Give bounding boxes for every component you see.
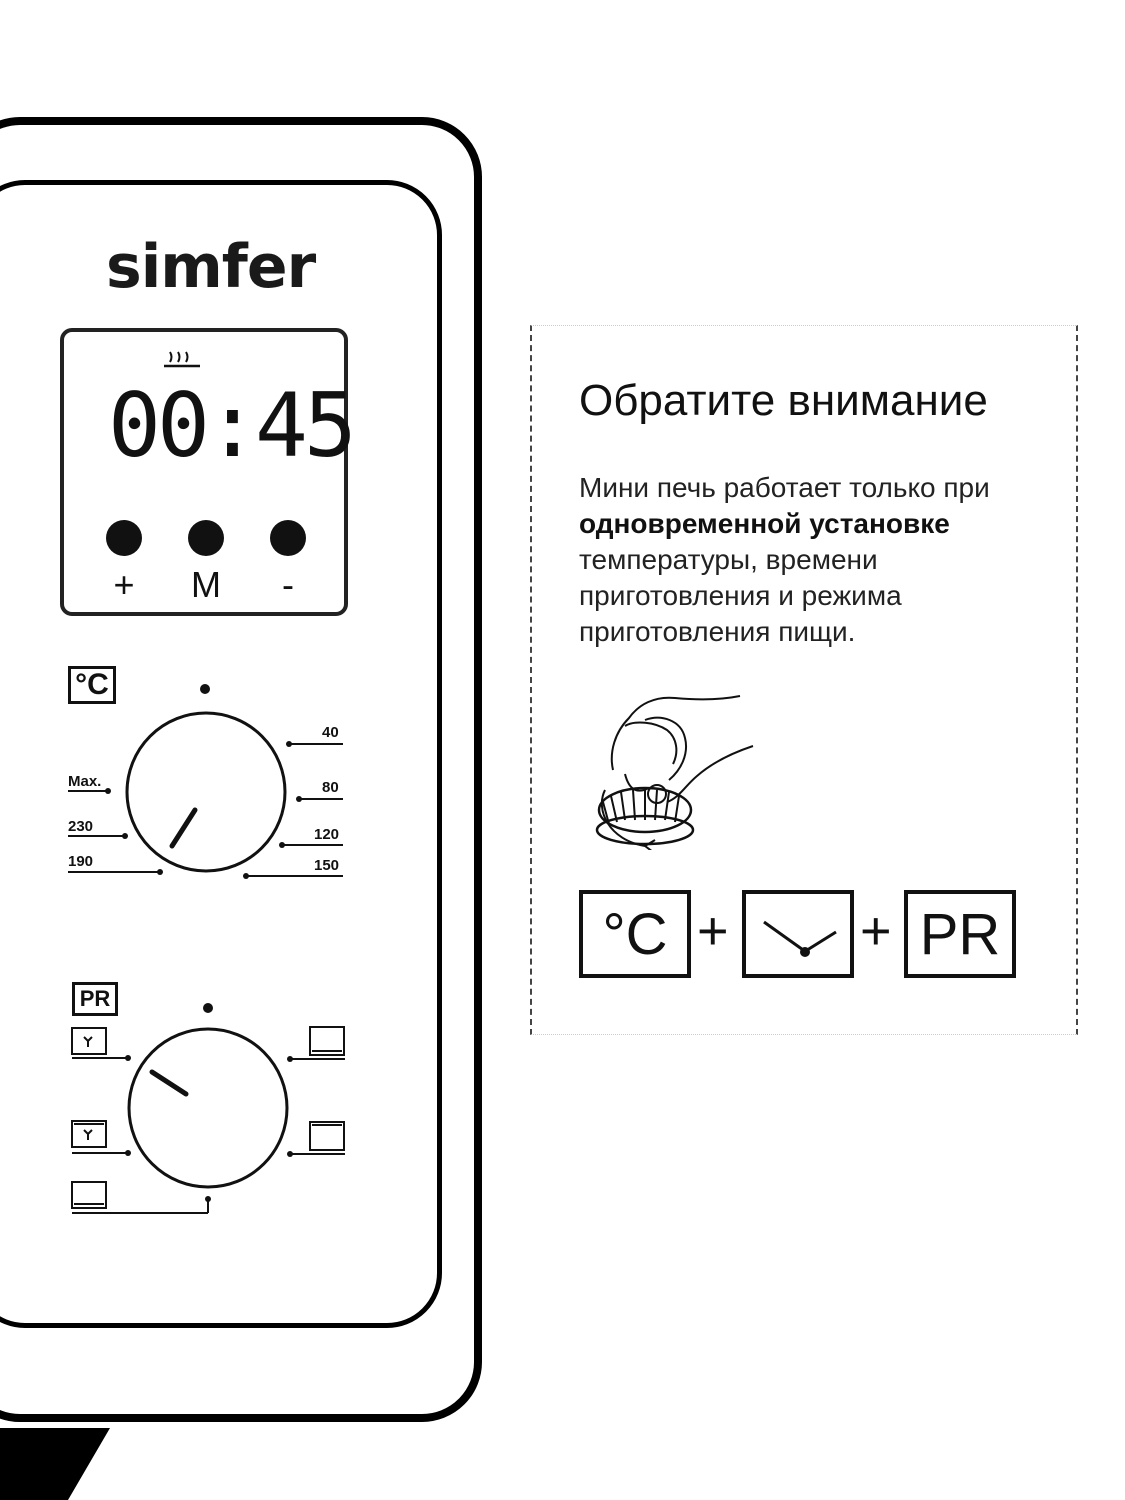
temp-mark-max: Max.	[68, 773, 102, 790]
mode-button[interactable]	[188, 520, 224, 556]
minus-button[interactable]	[270, 520, 306, 556]
temp-mark-190: 190	[68, 853, 94, 870]
program-setting-label: PR	[919, 901, 1001, 967]
notice-text-bold: одновременной установке	[579, 508, 950, 539]
brand-logo: simfer	[106, 232, 316, 302]
program-knob[interactable]	[60, 995, 360, 1225]
temp-mark-120: 120	[314, 826, 340, 843]
time-readout: 00:45	[108, 374, 353, 477]
minus-button-label: -	[282, 564, 294, 605]
time-setting-box	[742, 890, 854, 978]
notice-text-start: Мини печь работает только при	[579, 472, 990, 503]
digital-display	[60, 328, 353, 616]
plus-button-label: +	[113, 564, 135, 605]
program-setting-box	[904, 890, 1016, 978]
temperature-setting-box	[579, 890, 691, 978]
mode-button-label: M	[191, 564, 221, 605]
temp-mark-230: 230	[68, 818, 94, 835]
temp-mark-150: 150	[314, 857, 340, 874]
hand-turning-knob-icon	[585, 690, 760, 850]
oven-foot	[0, 1428, 110, 1500]
notice-text	[579, 470, 1059, 650]
temperature-label: °C	[68, 666, 116, 704]
temp-mark-80: 80	[322, 779, 339, 796]
temp-mark-40: 40	[322, 724, 339, 741]
plus-sign-2: +	[860, 901, 892, 961]
plus-sign-1: +	[697, 901, 729, 961]
steam-icon	[160, 346, 204, 372]
notice-text-end: температуры, времени приготовления и режима приготовления пищи.	[579, 544, 902, 647]
program-label: PR	[72, 982, 118, 1016]
plus-button[interactable]	[106, 520, 142, 556]
clock-hands-icon	[748, 894, 848, 974]
temperature-setting-label: °C	[602, 901, 668, 967]
notice-title: Обратите внимание	[579, 376, 988, 425]
